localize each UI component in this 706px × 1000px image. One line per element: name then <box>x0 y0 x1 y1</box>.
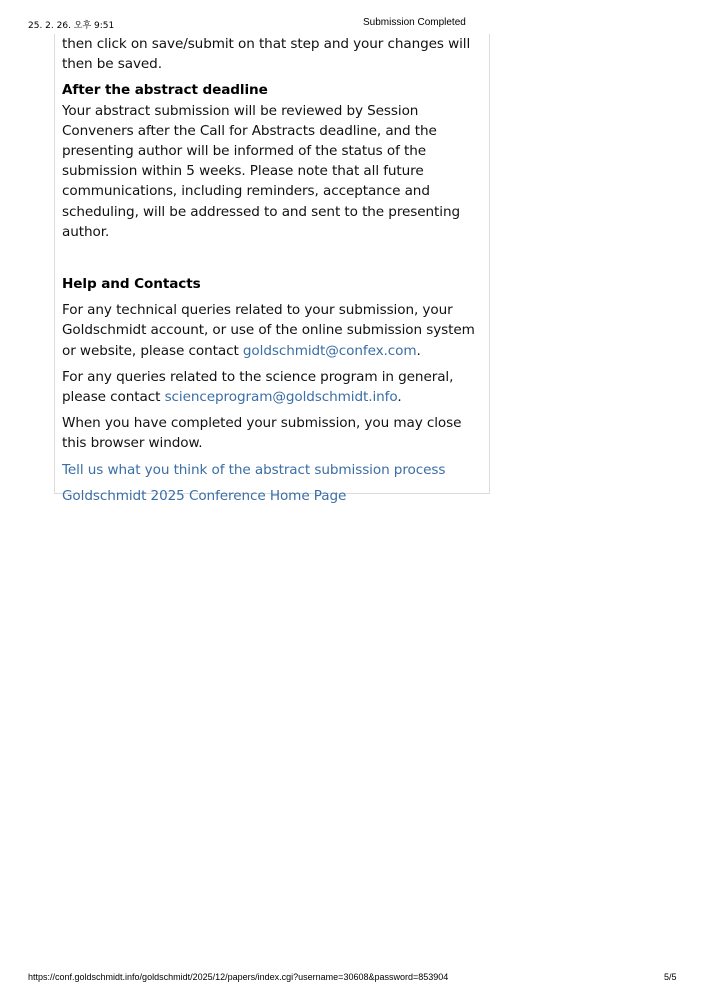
technical-queries-suffix: . <box>416 342 421 359</box>
science-email-link[interactable]: scienceprogram@goldschmidt.info <box>164 389 398 406</box>
technical-queries-prefix: For any technical queries related to your submission, your Goldschmidt account, or use of the online submission system or website, please contact <box>62 302 475 359</box>
after-deadline-body: Your abstract submission will be reviewed by Session Conveners after the Call for Abstracts deadline, and the presenting author will be informed of the status of the submission within 5 weeks. Please note that all future communications, including reminders, acceptance and scheduling, will be addressed to and sent to the presenting author. <box>62 102 460 240</box>
print-datetime: 25. 2. 26. 오후 9:51 <box>28 21 115 31</box>
feedback-link[interactable]: Tell us what you think of the abstract submission process <box>62 461 446 478</box>
technical-email-link[interactable]: goldschmidt@confex.com <box>242 342 417 359</box>
continued-instructions: then click on save/submit on that step and your changes will then be saved. <box>62 36 471 73</box>
science-queries-suffix: . <box>397 389 402 406</box>
conference-home-link[interactable]: Goldschmidt 2025 Conference Home Page <box>62 487 347 504</box>
science-queries-text <box>62 367 482 407</box>
submission-content-panel <box>54 34 490 504</box>
print-page-number: 5/5 <box>664 972 677 982</box>
submission-content <box>62 34 482 506</box>
after-deadline-heading: After the abstract deadline <box>62 82 268 99</box>
print-page-title: Submission Completed <box>363 17 466 28</box>
help-contacts-heading: Help and Contacts <box>62 276 201 293</box>
print-url: https://conf.goldschmidt.info/goldschmidt/2025/12/papers/index.cgi?username=30608&password=853904 <box>28 972 449 982</box>
technical-queries-text <box>62 300 482 361</box>
science-queries-prefix: For any queries related to the science program in general, please contact <box>62 368 454 406</box>
close-window-text: When you have completed your submission, you may close this browser window. <box>62 415 462 452</box>
